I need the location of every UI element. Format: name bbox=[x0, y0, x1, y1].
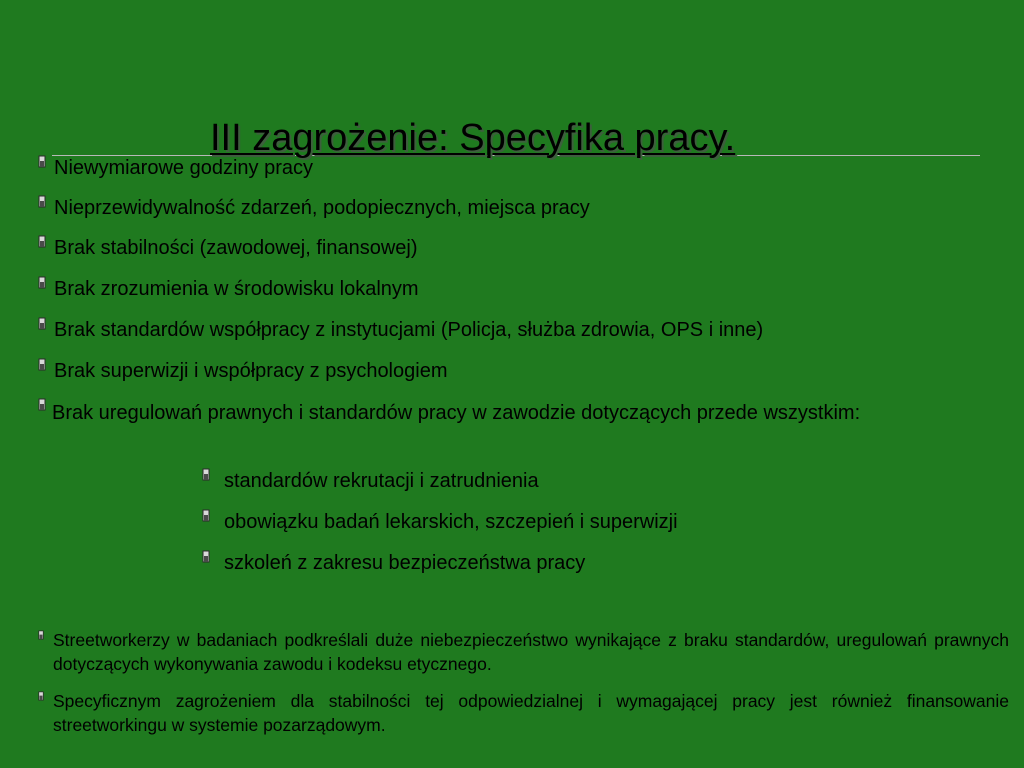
bullet-icon bbox=[202, 550, 210, 563]
bullet-item bbox=[38, 236, 418, 260]
bullet-icon bbox=[202, 509, 210, 522]
bullet-text: Brak superwizji i współpracy z psychologiem bbox=[54, 360, 448, 382]
bullet-item bbox=[38, 359, 447, 383]
bullet-text: Brak zrozumienia w środowisku lokalnym bbox=[54, 278, 419, 300]
sub-bullet-item bbox=[202, 551, 585, 575]
bullet-icon bbox=[38, 358, 46, 371]
sub-bullet-text: szkoleń z zakresu bezpieczeństwa pracy bbox=[224, 552, 586, 574]
bullet-text: Brak standardów współpracy z instytucjami (Policja, służba zdrowia, OPS i inne) bbox=[54, 319, 764, 341]
bullet-icon bbox=[38, 235, 46, 248]
bullet-item bbox=[38, 156, 313, 180]
sub-bullet-text: obowiązku badań lekarskich, szczepień i superwizji bbox=[224, 511, 678, 533]
bullet-item bbox=[38, 318, 763, 342]
bullet-icon bbox=[38, 398, 46, 411]
bullet-text: Nieprzewidywalność zdarzeń, podopiecznych, miejsca pracy bbox=[54, 197, 590, 219]
bullet-text: Brak uregulowań prawnych i standardów pracy w zawodzie dotyczących przede wszystkim: bbox=[52, 402, 861, 424]
bullet-icon bbox=[202, 468, 210, 481]
note-item bbox=[38, 628, 1009, 676]
bullet-icon bbox=[38, 195, 46, 208]
sub-bullet-item bbox=[202, 510, 678, 534]
bullet-text: Niewymiarowe godziny pracy bbox=[54, 157, 313, 179]
sub-bullet-item bbox=[202, 469, 539, 493]
bullet-icon bbox=[38, 155, 46, 168]
note-item bbox=[38, 689, 1009, 737]
slide-title: III zagrożenie: Specyfika pracy. bbox=[210, 117, 736, 159]
sub-bullet-text: standardów rekrutacji i zatrudnienia bbox=[224, 470, 539, 492]
note-text: Streetworkerzy w badaniach podkreślali duże niebezpieczeństwo wynikające z braku standardów, uregulowań prawnych dotyczących wykonywania zawodu i kodeksu etycznego. bbox=[53, 630, 1009, 674]
bullet-icon bbox=[38, 276, 46, 289]
bullet-text: Brak stabilności (zawodowej, finansowej) bbox=[54, 237, 418, 259]
bullet-icon bbox=[38, 691, 44, 701]
bullet-item bbox=[38, 196, 590, 220]
note-text: Specyficznym zagrożeniem dla stabilności tej odpowiedzialnej i wymagającej pracy jest również finansowanie streetworkingu w systemie pozarządowym. bbox=[53, 691, 1009, 735]
bullet-icon bbox=[38, 317, 46, 330]
bullet-icon bbox=[38, 630, 44, 640]
bullet-item bbox=[38, 399, 978, 427]
bullet-item bbox=[38, 277, 419, 301]
